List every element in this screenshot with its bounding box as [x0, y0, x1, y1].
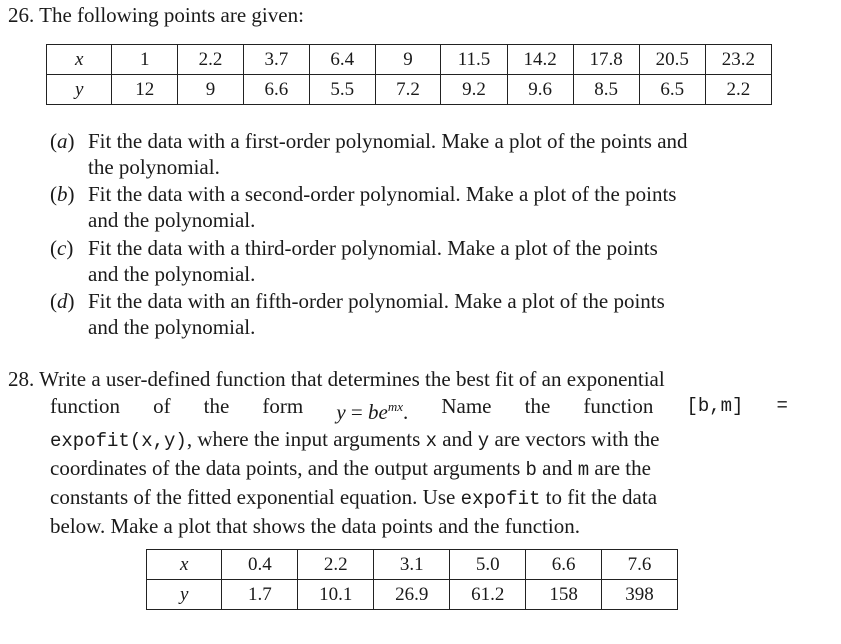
x-value-cell: 11.5 — [441, 45, 507, 75]
x-value-cell: 20.5 — [639, 45, 705, 75]
x-value-cell: 17.8 — [573, 45, 639, 75]
table-row-x — [147, 550, 678, 580]
problem-26-number: 26. — [8, 3, 35, 27]
y-value-cell: 9.6 — [507, 75, 573, 105]
part-a — [50, 128, 688, 180]
y-label-cell: y — [147, 580, 222, 610]
part-b — [50, 181, 676, 233]
problem-28-line5: constants of the fitted exponential equation. Use expofit to fit the data — [50, 485, 658, 510]
code-equals: = — [776, 395, 788, 417]
y-value-cell: 398 — [602, 580, 678, 610]
x-value-cell: 3.1 — [374, 550, 450, 580]
y-value-cell: 5.5 — [309, 75, 375, 105]
table-row-x — [47, 45, 772, 75]
part-label: (c) — [50, 236, 74, 260]
x-value-cell: 6.6 — [526, 550, 602, 580]
x-value-cell: 5.0 — [450, 550, 526, 580]
part-c-text-line1: Fit the data with a third-order polynomial. Make a plot of the points — [88, 236, 658, 260]
x-value-cell: 6.4 — [309, 45, 375, 75]
problem-26-data-table — [46, 44, 772, 105]
y-value-cell: 10.1 — [298, 580, 374, 610]
problem-28-number: 28. — [8, 367, 35, 391]
part-label: (d) — [50, 289, 75, 313]
part-d-text-line2: and the polynomial. — [88, 315, 256, 339]
y-value-cell: 8.5 — [573, 75, 639, 105]
x-value-cell: 14.2 — [507, 45, 573, 75]
y-value-cell: 1.7 — [222, 580, 298, 610]
part-d-text-line1: Fit the data with an fifth-order polynomial. Make a plot of the points — [88, 289, 665, 313]
x-label-cell: x — [47, 45, 112, 75]
x-value-cell: 1 — [112, 45, 178, 75]
y-label-cell: y — [47, 75, 112, 105]
y-value-cell: 6.5 — [639, 75, 705, 105]
problem-26-intro: The following points are given: — [39, 3, 304, 27]
code-expofit-call: expofit(x,y) — [50, 430, 187, 452]
y-value-cell: 26.9 — [374, 580, 450, 610]
x-value-cell: 3.7 — [243, 45, 309, 75]
problem-28-line3: expofit(x,y), where the input arguments x and y are vectors with the — [50, 427, 660, 452]
problem-28-data-table — [146, 549, 678, 610]
part-d — [50, 288, 665, 340]
problem-26-heading — [8, 2, 304, 29]
x-value-cell: 0.4 — [222, 550, 298, 580]
y-value-cell: 9 — [178, 75, 244, 105]
code-bm: [b,m] — [686, 395, 744, 417]
y-value-cell: 7.2 — [375, 75, 441, 105]
x-value-cell: 23.2 — [705, 45, 771, 75]
x-label-cell: x — [147, 550, 222, 580]
problem-28-line4: coordinates of the data points, and the output arguments b and m are the — [50, 456, 651, 481]
table-row-y — [47, 75, 772, 105]
y-value-cell: 158 — [526, 580, 602, 610]
problem-28 — [8, 366, 788, 540]
exponential-formula: $y = be^{mx}$. — [336, 399, 409, 424]
part-a-text-line1: Fit the data with a first-order polynomial. Make a plot of the points and — [88, 129, 688, 153]
table-row-y — [147, 580, 678, 610]
x-value-cell: 2.2 — [178, 45, 244, 75]
part-a-text-line2: the polynomial. — [88, 155, 220, 179]
part-b-text-line2: and the polynomial. — [88, 208, 256, 232]
x-value-cell: 7.6 — [602, 550, 678, 580]
problem-28-line6: below. Make a plot that shows the data points and the function. — [50, 514, 580, 538]
part-c-text-line2: and the polynomial. — [88, 262, 256, 286]
y-value-cell: 6.6 — [243, 75, 309, 105]
x-value-cell: 9 — [375, 45, 441, 75]
x-value-cell: 2.2 — [298, 550, 374, 580]
y-value-cell: 61.2 — [450, 580, 526, 610]
code-expofit: expofit — [460, 488, 541, 510]
part-b-text-line1: Fit the data with a second-order polynomial. Make a plot of the points — [88, 182, 677, 206]
part-c — [50, 235, 658, 287]
y-value-cell: 2.2 — [705, 75, 771, 105]
y-value-cell: 9.2 — [441, 75, 507, 105]
part-label: (b) — [50, 182, 75, 206]
part-label: (a) — [50, 129, 75, 153]
problem-28-line1: 28. Write a user-defined function that determines the best fit of an exponential — [8, 367, 665, 391]
problem-28-line2: function of the form $y = be^{mx}$. Name the function [b,m] = — [50, 394, 788, 424]
y-value-cell: 12 — [112, 75, 178, 105]
